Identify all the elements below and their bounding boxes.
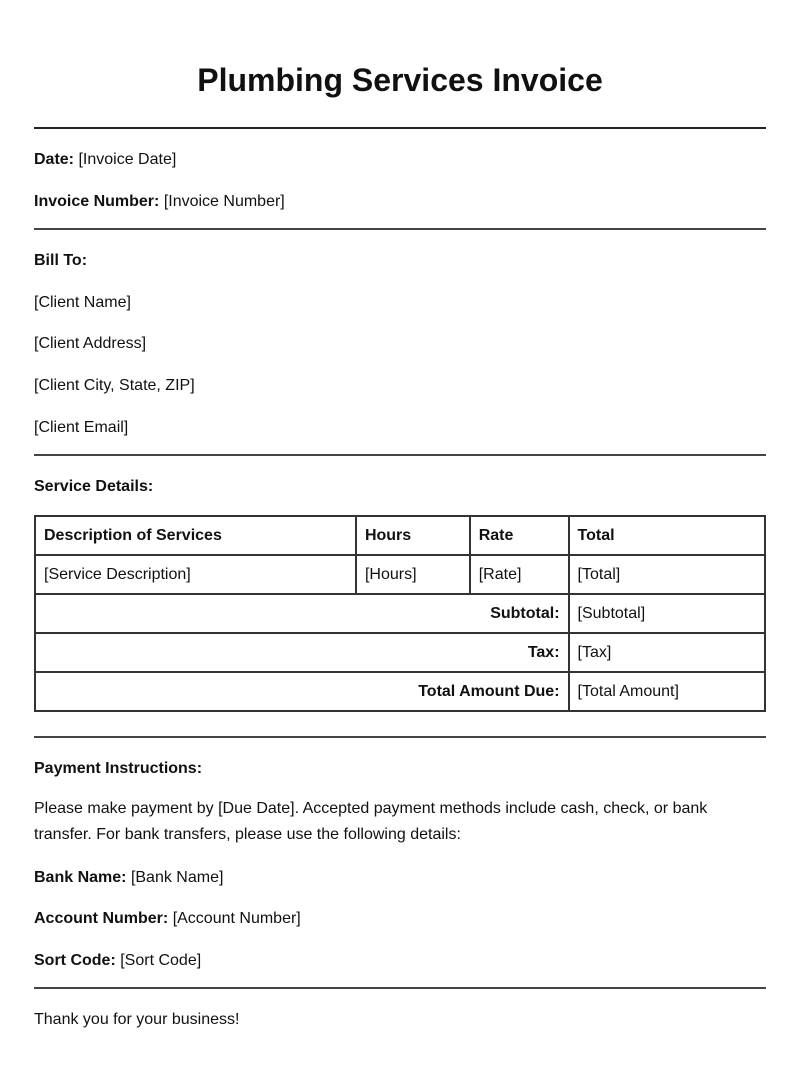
total-due-row [35, 672, 765, 711]
service-table [34, 515, 766, 712]
invoice-number-value: [Invoice Number] [163, 193, 285, 210]
invoice-title: Plumbing Services Invoice [197, 62, 603, 98]
cell-total: [Total] [569, 555, 765, 594]
cell-rate: [Rate] [470, 555, 569, 594]
client-address: [Client Address] [34, 335, 147, 352]
thank-you-note: Thank you for your business! [34, 1011, 240, 1028]
account-number-value: [Account Number] [172, 910, 301, 927]
payment-heading-text: Payment Instructions: [34, 760, 203, 777]
client-name: [Client Name] [34, 294, 131, 311]
subtotal-value: [Subtotal] [569, 594, 765, 633]
divider-after-table [34, 736, 766, 738]
date-value: [Invoice Date] [78, 151, 177, 168]
payment-instructions: Please make payment by [Due Date]. Accepted payment methods include cash, check, or bank transfer. For bank transfers, please use the following details: [34, 800, 708, 843]
table-row [35, 555, 765, 594]
account-number-label: Account Number: [34, 910, 169, 927]
table-header-row [35, 516, 765, 555]
divider-before-footer [34, 987, 766, 989]
bill-to-heading [34, 251, 87, 271]
account-number-line [34, 909, 301, 929]
client-city-state-zip: [Client City, State, ZIP] [34, 377, 195, 394]
client-email: [Client Email] [34, 419, 129, 436]
invoice-number-label: Invoice Number: [34, 193, 160, 210]
column-header-total: Total [569, 516, 765, 555]
divider-top [34, 127, 766, 129]
tax-label: Tax: [35, 633, 569, 672]
service-details-heading [34, 477, 153, 497]
date-label: Date: [34, 151, 75, 168]
service-details-heading-text: Service Details: [34, 478, 154, 495]
tax-row [35, 633, 765, 672]
sort-code-value: [Sort Code] [120, 952, 202, 969]
bank-name-value: [Bank Name] [130, 869, 224, 886]
subtotal-row [35, 594, 765, 633]
column-header-rate: Rate [470, 516, 569, 555]
divider-after-meta [34, 228, 766, 230]
tax-value: [Tax] [569, 633, 765, 672]
sort-code-label: Sort Code: [34, 952, 116, 969]
bill-to-heading-text: Bill To: [34, 252, 88, 269]
column-header-description: Description of Services [35, 516, 356, 555]
date-line [34, 150, 176, 170]
divider-after-bill-to [34, 454, 766, 456]
cell-hours: [Hours] [356, 555, 470, 594]
total-due-label: Total Amount Due: [35, 672, 569, 711]
column-header-hours: Hours [356, 516, 470, 555]
invoice-number-line [34, 192, 285, 212]
bank-name-line [34, 868, 223, 888]
payment-heading [34, 759, 202, 779]
cell-service-description: [Service Description] [35, 555, 356, 594]
bank-name-label: Bank Name: [34, 869, 127, 886]
subtotal-label: Subtotal: [35, 594, 569, 633]
sort-code-line [34, 951, 201, 971]
total-due-value: [Total Amount] [569, 672, 765, 711]
